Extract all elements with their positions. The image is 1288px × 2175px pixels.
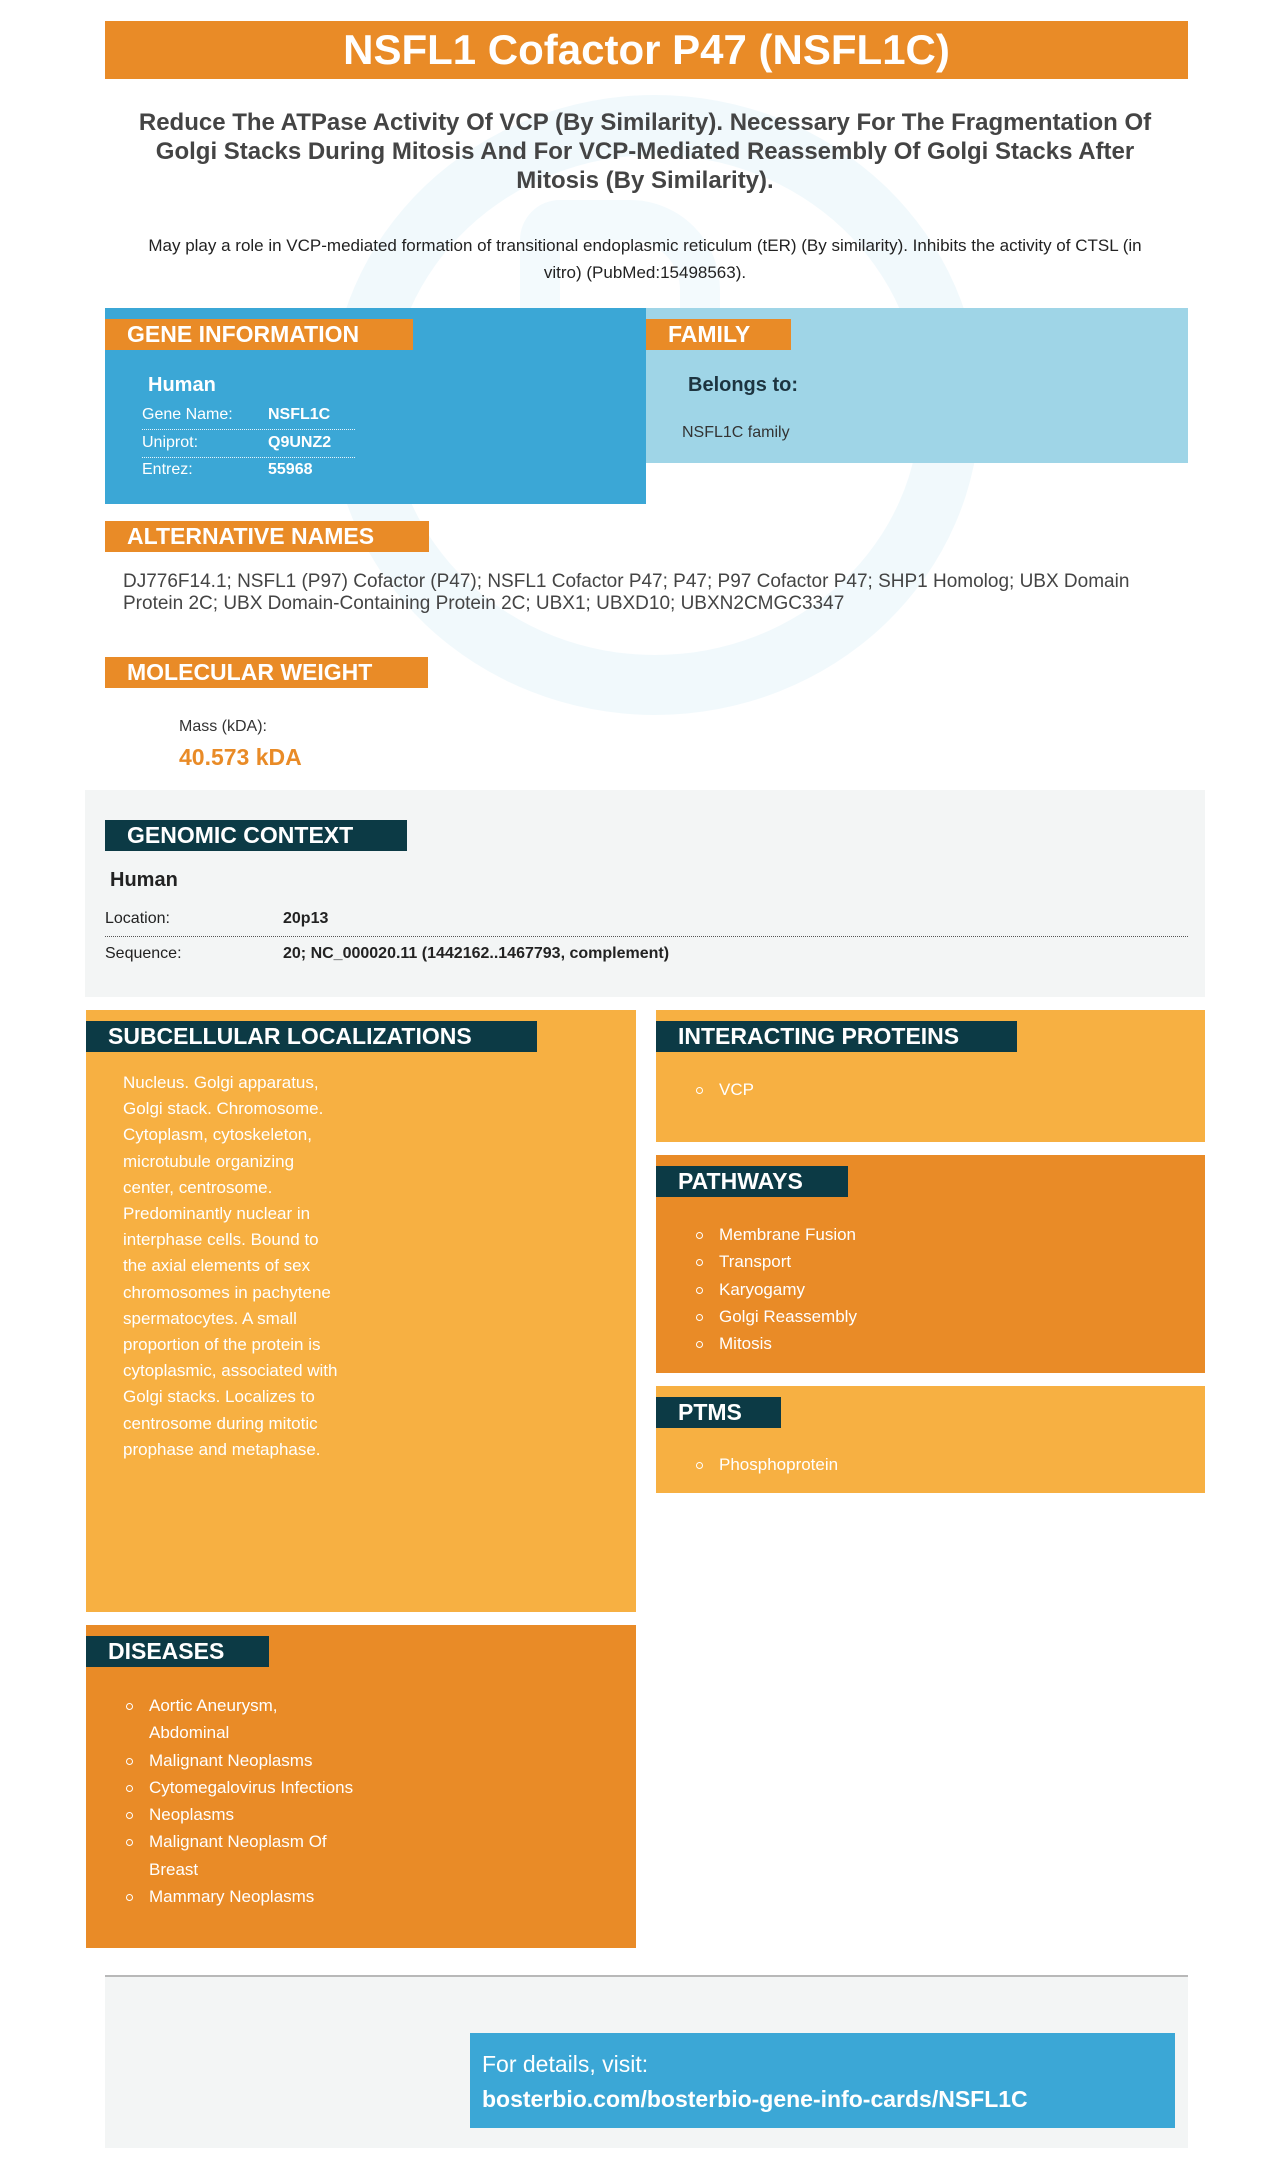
mass-label: Mass (kDA):: [179, 718, 267, 735]
details-label: For details, visit:: [482, 2051, 649, 2077]
list-item: Mammary Neoplasms: [124, 1883, 354, 1910]
gene-row-value: NSFL1C: [268, 406, 331, 423]
diseases-heading: DISEASES: [86, 1636, 269, 1667]
alternative-names-text: DJ776F14.1; NSFL1 (P97) Cofactor (P47); NSFL1 Cofactor P47; P47; P97 Cofactor P47; SHP1 Homolog; UBX Domain Protein 2C; UBX Domain-Containing Protein 2C; UBX1; UBXD10; UBXN2CMGC3347: [123, 571, 1130, 614]
pathways-list: [694, 1221, 1174, 1357]
family-value: NSFL1C family: [682, 424, 790, 441]
subcellular-localizations-heading: SUBCELLULAR LOCALIZATIONS: [86, 1021, 537, 1052]
genomic-species: Human: [110, 869, 178, 891]
gene-information-heading: GENE INFORMATION: [105, 319, 413, 350]
genomic-row-key: Sequence:: [105, 945, 182, 962]
gene-row-name: [142, 402, 355, 430]
ptms-heading: PTMS: [656, 1397, 781, 1428]
function-description: May play a role in VCP-mediated formation of transitional endoplasmic reticulum (tER) (By similarity). Inhibits the activity of CTSL (in vitro) (PubMed:15498563).: [148, 236, 1142, 282]
list-item: Membrane Fusion: [694, 1221, 1174, 1248]
genomic-context-heading: GENOMIC CONTEXT: [105, 820, 407, 851]
genomic-row-value: 20; NC_000020.11 (1442162..1467793, complement): [283, 945, 670, 962]
list-item: Karyogamy: [694, 1276, 1174, 1303]
list-item: Cytomegalovirus Infections: [124, 1774, 354, 1801]
list-item: Transport: [694, 1248, 1174, 1275]
details-url-link[interactable]: bosterbio.com/bosterbio-gene-info-cards/NSFL1C: [482, 2086, 1028, 2112]
molecular-weight-heading: MOLECULAR WEIGHT: [105, 657, 428, 688]
mass-value: 40.573 kDA: [179, 744, 302, 770]
details-link-box[interactable]: [470, 2033, 1175, 2128]
genomic-row-sequence: [105, 938, 1188, 972]
list-item: Neoplasms: [124, 1801, 354, 1828]
gene-species: Human: [148, 374, 216, 396]
gene-row-uniprot: [142, 430, 355, 458]
pathways-heading: PATHWAYS: [656, 1166, 848, 1197]
gene-row-value: Q9UNZ2: [268, 434, 332, 451]
family-heading: FAMILY: [646, 319, 791, 350]
interacting-proteins-heading: INTERACTING PROTEINS: [656, 1021, 1017, 1052]
gene-row-key: Gene Name:: [142, 406, 233, 423]
list-item: Phosphoprotein: [694, 1451, 1174, 1478]
alternative-names-heading: ALTERNATIVE NAMES: [105, 521, 429, 552]
list-item: Malignant Neoplasms: [124, 1747, 354, 1774]
ptms-list: [694, 1451, 1174, 1478]
subcellular-localizations-text: Nucleus. Golgi apparatus, Golgi stack. Chromosome. Cytoplasm, cytoskeleton, microtubule organizing center, centrosome. Predominantly nuclear in interphase cells. Bound to the axial elements of sex chromosomes in pachytene spermatocytes. A small proportion of the protein is cytoplasmic, associated with Golgi stacks. Localizes to centrosome during mitotic prophase and metaphase.: [123, 1073, 338, 1459]
list-item: Malignant Neoplasm Of Breast: [124, 1828, 354, 1883]
family-label: Belongs to:: [688, 374, 798, 396]
list-item: Mitosis: [694, 1330, 1174, 1357]
list-item: Aortic Aneurysm, Abdominal: [124, 1692, 354, 1747]
genomic-row-value: 20p13: [283, 910, 329, 927]
gene-row-key: Uniprot:: [142, 434, 199, 451]
function-summary: Reduce The ATPase Activity Of VCP (By Similarity). Necessary For The Fragmentation Of Golgi Stacks During Mitosis And For VCP-Mediated Reassembly Of Golgi Stacks After Mitosis (By Similarity).: [138, 109, 1152, 194]
list-item: VCP: [694, 1076, 1174, 1103]
page-title: NSFL1 Cofactor P47 (NSFL1C): [105, 21, 1188, 79]
genomic-row-key: Location:: [105, 910, 170, 927]
interacting-proteins-list: [694, 1076, 1174, 1103]
gene-row-key: Entrez:: [142, 461, 193, 478]
list-item: Golgi Reassembly: [694, 1303, 1174, 1330]
diseases-list: [124, 1692, 354, 1910]
gene-row-entrez: [142, 457, 355, 485]
genomic-row-location: [105, 903, 1188, 937]
gene-row-value: 55968: [268, 461, 313, 478]
